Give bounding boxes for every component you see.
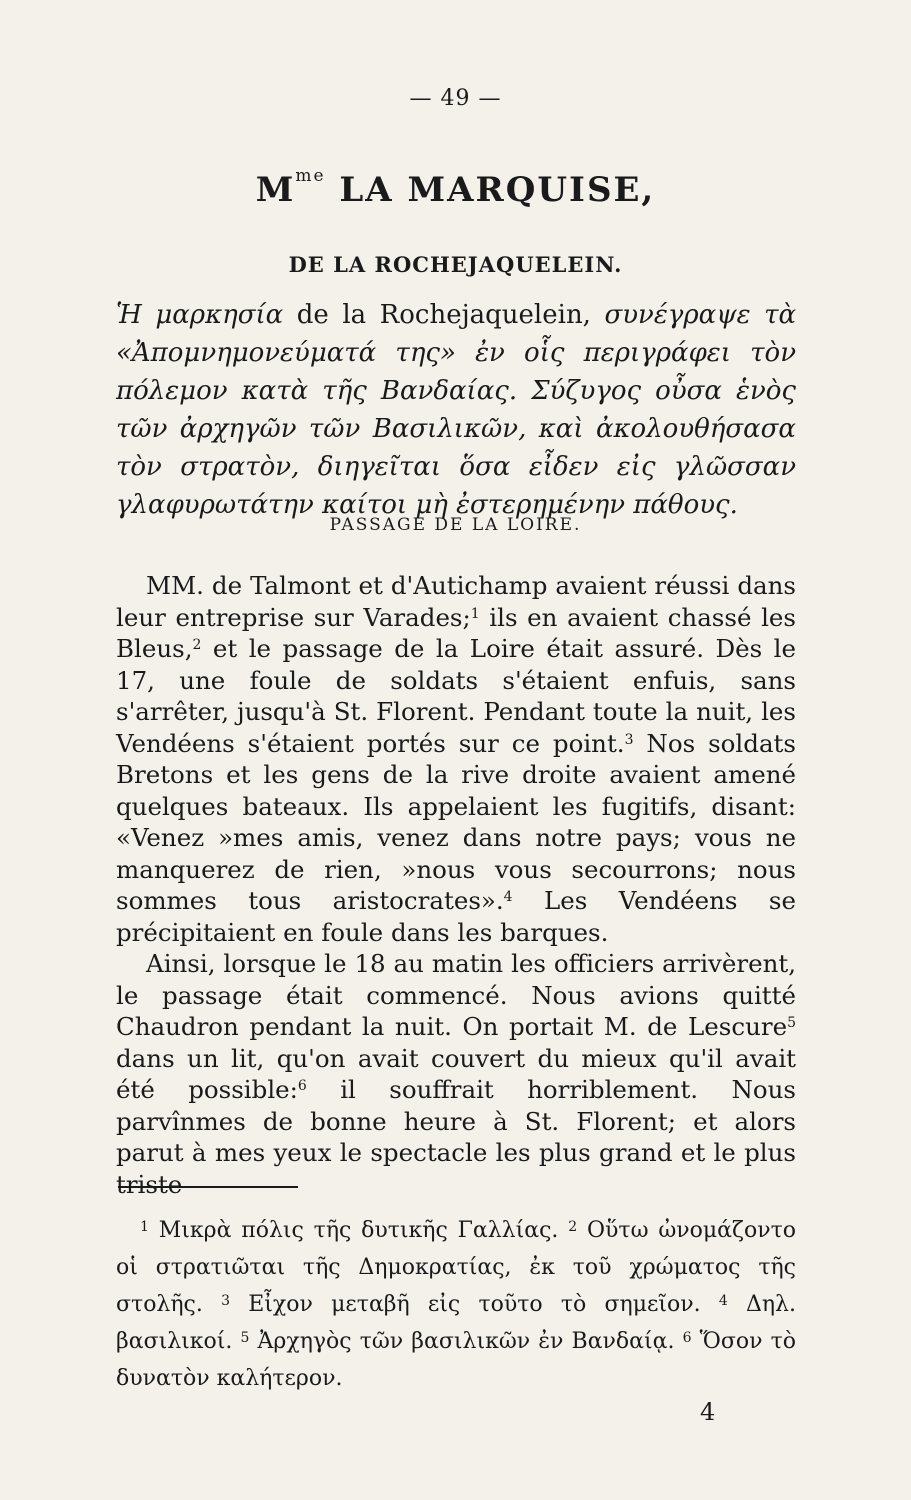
body-text bbox=[116, 570, 796, 1200]
footnote-6: Ὅσον τὸ δυνατὸν καλήτερον. bbox=[116, 1329, 796, 1391]
note-ref-1: 1 bbox=[470, 605, 480, 622]
p1-text-e: Les Vendéens se précipitaient en foule dans les barques. bbox=[116, 886, 796, 947]
paragraph-1 bbox=[116, 570, 796, 948]
p2-text-a: Ainsi, lorsque le 18 au matin les officiers arrivèrent, le passage était commencé. Nous avions quitté Chaudron pendant la nuit. On portait M. de Lescure bbox=[116, 949, 796, 1041]
section-heading: PASSAGE DE LA LOIRE. bbox=[329, 515, 582, 535]
intro-name: de la Rochejaquelein, bbox=[296, 300, 591, 330]
intro-part1: Ἡ μαρκησία bbox=[116, 300, 284, 330]
footnote-num-3: 3 bbox=[221, 1293, 231, 1309]
note-ref-6: 6 bbox=[297, 1078, 307, 1094]
p2-text-b: dans un lit, qu'on avait couvert du mieux qu'il avait été possible: bbox=[116, 1043, 796, 1104]
p1-text-d: Nos soldats Bretons et les gens de la rive droite avaient amené quelques bateaux. Ils appelaient les fugitifs, disant: «Venez »mes amis, venez dans notre pays; vous ne manquerez de rien, »nous vous secourrons; nous sommes tous aristocrates». bbox=[116, 728, 796, 915]
note-ref-2: 2 bbox=[192, 637, 202, 653]
footnote-divider bbox=[118, 1186, 298, 1188]
footnote-num-5: 5 bbox=[240, 1330, 250, 1346]
note-ref-3: 3 bbox=[624, 731, 634, 748]
page-number: — 49 — bbox=[409, 86, 502, 111]
greek-intro bbox=[116, 296, 796, 524]
title-main: LA MARQUISE, bbox=[325, 170, 656, 210]
footnote-4: Δηλ. βασιλικοί. bbox=[116, 1292, 796, 1354]
footnote-num-6: 6 bbox=[682, 1330, 692, 1346]
footnote-5: Ἀρχηγὸς τῶν βασιλικῶν ἐν Βανδαίᾳ. bbox=[249, 1329, 683, 1354]
footnote-1: Μικρὰ πόλις τῆς δυτικῆς Γαλλίας. bbox=[148, 1218, 569, 1243]
signature-mark: 4 bbox=[700, 1398, 716, 1426]
title-superscript: me bbox=[295, 166, 326, 186]
note-ref-5: 5 bbox=[787, 1015, 796, 1031]
footnote-3: Εἶχον μεταβῆ εἰς τοῦτο τὸ σημεῖον. bbox=[230, 1292, 719, 1317]
p1-text-b: ils en avaient chassé les Bleus, bbox=[116, 602, 796, 663]
chapter-title bbox=[0, 166, 911, 210]
note-ref-4: 4 bbox=[503, 889, 513, 905]
p1-text-a: MM. de Talmont et d'Autichamp avaient réussi dans leur entreprise sur Varades; bbox=[116, 571, 796, 632]
footnote-num-4: 4 bbox=[718, 1293, 728, 1309]
title-prefix: M bbox=[255, 170, 296, 210]
intro-part2: συνέγραψε τὰ «Ἀπομνημονεύματά της» ἐν οἷς περιγράφει τὸν πόλεμον κατὰ τῆς Βανδαίας. Σύζυγος οὖσα ἑνὸς τῶν ἀρχηγῶν τῶν Βασιλικῶν, καὶ ἀκολουθήσασα τὸν στρατὸν, διηγεῖται ὅσα εἶδεν εἰς γλῶσσαν γλαφυρωτάτην καίτοι μὴ ἐστερημένην πάθους. bbox=[116, 300, 797, 520]
footnotes bbox=[116, 1212, 796, 1397]
footnote-2: Οὕτω ὠνομάζοντο οἱ στρατιῶται τῆς Δημοκρατίας, ἐκ τοῦ χρώματος τῆς στολῆς. bbox=[116, 1218, 796, 1317]
chapter-subtitle: DE LA ROCHEJAQUELEIN. bbox=[288, 252, 623, 277]
paragraph-2 bbox=[116, 948, 796, 1200]
footnote-num-2: 2 bbox=[568, 1219, 578, 1235]
p1-text-c: et le passage de la Loire était assuré. Dès le 17, une foule de soldats s'étaient enfuis, sans s'arrêter, jusqu'à St. Florent. Pendant toute la nuit, les Vendéens s'étaient portés sur ce point. bbox=[116, 634, 796, 758]
p2-text-c: il souffrait horriblement. Nous parvînmes de bonne heure à St. Florent; et alors parut à mes yeux le spectacle les plus grand et le plus triste bbox=[116, 1075, 796, 1199]
footnote-num-1: 1 bbox=[140, 1219, 149, 1235]
